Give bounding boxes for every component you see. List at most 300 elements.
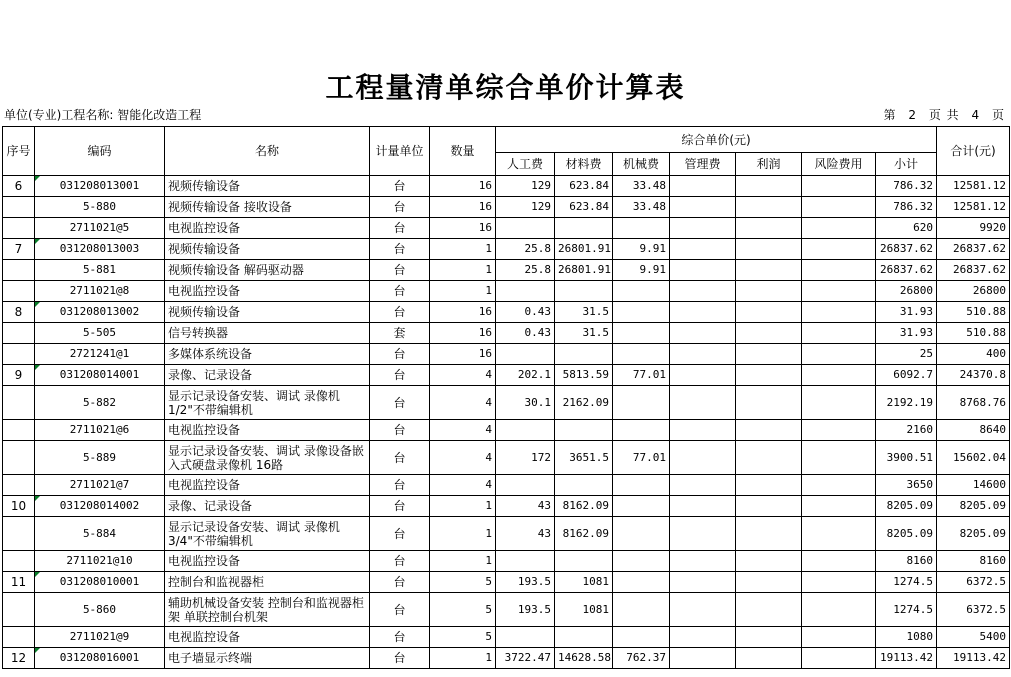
table-row xyxy=(3,365,1010,386)
cell-seq xyxy=(3,260,35,281)
cell-subtotal: 1080 xyxy=(876,627,937,648)
cell-material xyxy=(555,420,613,441)
cell-labor xyxy=(496,627,555,648)
table-row xyxy=(3,420,1010,441)
cell-seq xyxy=(3,344,35,365)
cell-total: 12581.12 xyxy=(937,197,1010,218)
cell-total: 6372.5 xyxy=(937,572,1010,593)
cell-machine xyxy=(613,593,670,627)
cell-code: 5-881 xyxy=(35,260,165,281)
cell-name: 录像、记录设备 xyxy=(165,365,370,386)
cell-qty: 16 xyxy=(430,197,496,218)
cell-qty: 16 xyxy=(430,176,496,197)
cell-profit xyxy=(736,648,802,669)
cell-material xyxy=(555,551,613,572)
cell-material xyxy=(555,344,613,365)
cell-code: 2711021@8 xyxy=(35,281,165,302)
cell-name: 显示记录设备安装、调试 录像设备嵌入式硬盘录像机 16路 xyxy=(165,441,370,475)
table-row xyxy=(3,572,1010,593)
cell-material: 26801.91 xyxy=(555,260,613,281)
cell-marker-icon xyxy=(35,302,40,307)
table-row xyxy=(3,218,1010,239)
cell-profit xyxy=(736,572,802,593)
cell-total: 6372.5 xyxy=(937,593,1010,627)
cell-qty: 16 xyxy=(430,344,496,365)
cell-unit: 台 xyxy=(370,260,430,281)
header-seq: 序号 xyxy=(3,127,35,176)
cell-profit xyxy=(736,281,802,302)
cell-material: 2162.09 xyxy=(555,386,613,420)
cell-subtotal: 3650 xyxy=(876,475,937,496)
cell-risk xyxy=(802,572,876,593)
cell-profit xyxy=(736,323,802,344)
table-row xyxy=(3,176,1010,197)
cell-material: 3651.5 xyxy=(555,441,613,475)
cell-seq: 6 xyxy=(3,176,35,197)
cell-machine: 77.01 xyxy=(613,441,670,475)
cell-code: 2711021@7 xyxy=(35,475,165,496)
cell-code: 5-889 xyxy=(35,441,165,475)
cell-risk xyxy=(802,365,876,386)
cell-code xyxy=(35,365,165,386)
cell-risk xyxy=(802,475,876,496)
cell-material: 8162.09 xyxy=(555,517,613,551)
cell-name: 显示记录设备安装、调试 录像机1/2"不带编辑机 xyxy=(165,386,370,420)
cell-qty: 5 xyxy=(430,572,496,593)
cell-unit: 台 xyxy=(370,218,430,239)
cell-name: 视频传输设备 xyxy=(165,176,370,197)
cell-marker-icon xyxy=(35,176,40,181)
cell-code-text: 031208010001 xyxy=(59,575,140,588)
cell-code-text: 031208016001 xyxy=(59,651,140,664)
cell-code: 5-880 xyxy=(35,197,165,218)
cell-code xyxy=(35,302,165,323)
cell-labor xyxy=(496,281,555,302)
cell-total: 510.88 xyxy=(937,323,1010,344)
table-row xyxy=(3,441,1010,475)
cell-profit xyxy=(736,441,802,475)
cell-total: 400 xyxy=(937,344,1010,365)
cell-risk xyxy=(802,551,876,572)
cell-labor: 129 xyxy=(496,176,555,197)
cell-code: 2711021@5 xyxy=(35,218,165,239)
header-profit: 利润 xyxy=(736,153,802,176)
header-machine: 机械费 xyxy=(613,153,670,176)
cell-code-text: 031208013002 xyxy=(59,305,140,318)
cell-unit: 台 xyxy=(370,239,430,260)
cell-management xyxy=(670,239,736,260)
cell-qty: 1 xyxy=(430,239,496,260)
cell-labor: 172 xyxy=(496,441,555,475)
cell-machine xyxy=(613,302,670,323)
cell-code-text: 031208013001 xyxy=(59,179,140,192)
cell-seq xyxy=(3,386,35,420)
cell-subtotal: 31.93 xyxy=(876,302,937,323)
cell-risk xyxy=(802,260,876,281)
table-row xyxy=(3,386,1010,420)
cell-risk xyxy=(802,323,876,344)
header-risk: 风险费用 xyxy=(802,153,876,176)
cell-labor xyxy=(496,420,555,441)
cell-seq: 11 xyxy=(3,572,35,593)
cell-labor: 193.5 xyxy=(496,593,555,627)
cell-risk xyxy=(802,218,876,239)
cell-qty: 4 xyxy=(430,420,496,441)
cell-risk xyxy=(802,239,876,260)
cell-profit xyxy=(736,517,802,551)
cell-name: 电视监控设备 xyxy=(165,627,370,648)
cell-management xyxy=(670,496,736,517)
page-title: 工程量清单综合单价计算表 xyxy=(325,71,686,104)
cell-subtotal: 8160 xyxy=(876,551,937,572)
cell-seq xyxy=(3,218,35,239)
table-row xyxy=(3,323,1010,344)
cell-qty: 1 xyxy=(430,281,496,302)
cell-management xyxy=(670,281,736,302)
cell-seq xyxy=(3,420,35,441)
cell-risk xyxy=(802,386,876,420)
cell-machine xyxy=(613,281,670,302)
cell-risk xyxy=(802,593,876,627)
cell-total: 510.88 xyxy=(937,302,1010,323)
cell-management xyxy=(670,302,736,323)
cell-seq: 8 xyxy=(3,302,35,323)
header-code: 编码 xyxy=(35,127,165,176)
cell-machine xyxy=(613,627,670,648)
cell-management xyxy=(670,517,736,551)
cell-risk xyxy=(802,420,876,441)
cell-unit: 台 xyxy=(370,517,430,551)
cell-qty: 16 xyxy=(430,218,496,239)
cell-seq xyxy=(3,281,35,302)
cell-total: 5400 xyxy=(937,627,1010,648)
cell-qty: 1 xyxy=(430,260,496,281)
cell-risk xyxy=(802,627,876,648)
cell-risk xyxy=(802,302,876,323)
cell-management xyxy=(670,260,736,281)
cell-machine xyxy=(613,496,670,517)
cell-subtotal: 31.93 xyxy=(876,323,937,344)
cell-total: 8640 xyxy=(937,420,1010,441)
cell-qty: 4 xyxy=(430,441,496,475)
cell-code: 5-884 xyxy=(35,517,165,551)
cell-management xyxy=(670,648,736,669)
header-name: 名称 xyxy=(165,127,370,176)
cell-subtotal: 1274.5 xyxy=(876,572,937,593)
cell-risk xyxy=(802,176,876,197)
cell-machine xyxy=(613,386,670,420)
cell-marker-icon xyxy=(35,648,40,653)
cell-profit xyxy=(736,302,802,323)
cell-profit xyxy=(736,420,802,441)
cell-material: 1081 xyxy=(555,572,613,593)
cell-machine: 9.91 xyxy=(613,260,670,281)
cell-profit xyxy=(736,218,802,239)
cell-marker-icon xyxy=(35,496,40,501)
cell-material: 8162.09 xyxy=(555,496,613,517)
cell-management xyxy=(670,386,736,420)
cell-unit: 台 xyxy=(370,176,430,197)
cell-qty: 16 xyxy=(430,323,496,344)
cell-seq xyxy=(3,475,35,496)
cell-labor: 43 xyxy=(496,496,555,517)
cell-material: 26801.91 xyxy=(555,239,613,260)
cell-material: 1081 xyxy=(555,593,613,627)
header-material: 材料费 xyxy=(555,153,613,176)
cell-machine: 762.37 xyxy=(613,648,670,669)
cell-profit xyxy=(736,176,802,197)
header-total: 合计(元) xyxy=(937,127,1010,176)
cell-profit xyxy=(736,386,802,420)
cell-qty: 1 xyxy=(430,551,496,572)
cell-qty: 4 xyxy=(430,386,496,420)
cell-code: 2711021@6 xyxy=(35,420,165,441)
cell-management xyxy=(670,420,736,441)
cell-profit xyxy=(736,239,802,260)
cell-management xyxy=(670,176,736,197)
table-row xyxy=(3,344,1010,365)
cell-name: 辅助机械设备安装 控制台和监视器柜架 单联控制台机架 xyxy=(165,593,370,627)
cell-code: 2711021@10 xyxy=(35,551,165,572)
cell-code: 5-882 xyxy=(35,386,165,420)
cell-management xyxy=(670,627,736,648)
cell-name: 电视监控设备 xyxy=(165,475,370,496)
table-row xyxy=(3,551,1010,572)
header-unit: 计量单位 xyxy=(370,127,430,176)
cell-machine xyxy=(613,517,670,551)
cell-name: 视频传输设备 xyxy=(165,239,370,260)
cell-unit: 台 xyxy=(370,593,430,627)
cell-name: 电视监控设备 xyxy=(165,281,370,302)
cell-labor xyxy=(496,475,555,496)
table-row xyxy=(3,239,1010,260)
cell-unit: 台 xyxy=(370,344,430,365)
cell-material: 5813.59 xyxy=(555,365,613,386)
cell-profit xyxy=(736,593,802,627)
table-row xyxy=(3,627,1010,648)
header-labor: 人工费 xyxy=(496,153,555,176)
cell-code xyxy=(35,239,165,260)
cell-material: 31.5 xyxy=(555,323,613,344)
cell-machine xyxy=(613,323,670,344)
cell-code: 5-505 xyxy=(35,323,165,344)
cell-management xyxy=(670,218,736,239)
cell-total: 8205.09 xyxy=(937,517,1010,551)
cell-seq: 10 xyxy=(3,496,35,517)
cell-material xyxy=(555,475,613,496)
header-unit-price-group: 综合单价(元) xyxy=(496,127,937,153)
cell-material: 31.5 xyxy=(555,302,613,323)
cell-subtotal: 6092.7 xyxy=(876,365,937,386)
cell-machine: 33.48 xyxy=(613,176,670,197)
cell-labor: 3722.47 xyxy=(496,648,555,669)
cell-material xyxy=(555,627,613,648)
cell-profit xyxy=(736,197,802,218)
cell-qty: 1 xyxy=(430,648,496,669)
page-current: 2 xyxy=(908,108,918,122)
cell-unit: 台 xyxy=(370,302,430,323)
cell-code: 2711021@9 xyxy=(35,627,165,648)
cell-qty: 1 xyxy=(430,496,496,517)
cell-management xyxy=(670,551,736,572)
cell-qty: 4 xyxy=(430,365,496,386)
table-row xyxy=(3,260,1010,281)
cell-name: 视频传输设备 接收设备 xyxy=(165,197,370,218)
cell-labor: 129 xyxy=(496,197,555,218)
cell-subtotal: 2160 xyxy=(876,420,937,441)
cell-total: 26837.62 xyxy=(937,260,1010,281)
table-row xyxy=(3,648,1010,669)
table-row xyxy=(3,302,1010,323)
cell-machine: 33.48 xyxy=(613,197,670,218)
cell-subtotal: 1274.5 xyxy=(876,593,937,627)
cell-machine xyxy=(613,218,670,239)
cell-name: 控制台和监视器柜 xyxy=(165,572,370,593)
cell-total: 26837.62 xyxy=(937,239,1010,260)
cell-machine xyxy=(613,420,670,441)
cell-total: 24370.8 xyxy=(937,365,1010,386)
cell-subtotal: 8205.09 xyxy=(876,517,937,551)
cell-name: 多媒体系统设备 xyxy=(165,344,370,365)
cell-marker-icon xyxy=(35,239,40,244)
cell-seq xyxy=(3,517,35,551)
cell-qty: 16 xyxy=(430,302,496,323)
cell-profit xyxy=(736,551,802,572)
table-row xyxy=(3,593,1010,627)
cell-code-text: 031208013003 xyxy=(59,242,140,255)
cell-subtotal: 26837.62 xyxy=(876,239,937,260)
cell-profit xyxy=(736,344,802,365)
cell-seq xyxy=(3,551,35,572)
cell-total: 8160 xyxy=(937,551,1010,572)
cell-unit: 台 xyxy=(370,572,430,593)
cell-total: 8768.76 xyxy=(937,386,1010,420)
cell-subtotal: 25 xyxy=(876,344,937,365)
table-row xyxy=(3,281,1010,302)
page-mid: 页 共 xyxy=(928,108,960,122)
cell-subtotal: 3900.51 xyxy=(876,441,937,475)
cell-seq: 12 xyxy=(3,648,35,669)
cell-code: 2721241@1 xyxy=(35,344,165,365)
cell-unit: 台 xyxy=(370,496,430,517)
cell-total: 9920 xyxy=(937,218,1010,239)
cell-name: 电视监控设备 xyxy=(165,420,370,441)
cell-total: 26800 xyxy=(937,281,1010,302)
cell-name: 电视监控设备 xyxy=(165,551,370,572)
cell-code: 5-860 xyxy=(35,593,165,627)
cell-management xyxy=(670,344,736,365)
cell-management xyxy=(670,475,736,496)
cell-seq xyxy=(3,197,35,218)
cell-seq xyxy=(3,627,35,648)
cell-seq: 9 xyxy=(3,365,35,386)
table-row xyxy=(3,197,1010,218)
cell-marker-icon xyxy=(35,572,40,577)
cell-risk xyxy=(802,344,876,365)
cell-name: 视频传输设备 解码驱动器 xyxy=(165,260,370,281)
cell-profit xyxy=(736,260,802,281)
cell-labor xyxy=(496,551,555,572)
cell-qty: 5 xyxy=(430,627,496,648)
table-row xyxy=(3,475,1010,496)
cell-total: 8205.09 xyxy=(937,496,1010,517)
cell-subtotal: 26837.62 xyxy=(876,260,937,281)
cell-risk xyxy=(802,648,876,669)
page-suffix: 页 xyxy=(991,108,1005,122)
cell-labor xyxy=(496,218,555,239)
cell-unit: 套 xyxy=(370,323,430,344)
cell-material xyxy=(555,281,613,302)
cell-name: 电视监控设备 xyxy=(165,218,370,239)
cell-machine xyxy=(613,344,670,365)
cell-unit: 台 xyxy=(370,281,430,302)
cell-profit xyxy=(736,475,802,496)
cell-code-text: 031208014002 xyxy=(59,499,140,512)
cell-machine xyxy=(613,551,670,572)
cell-management xyxy=(670,365,736,386)
cell-material: 623.84 xyxy=(555,176,613,197)
project-name-line: 单位(专业)工程名称: 智能化改造工程 xyxy=(4,108,202,122)
unit-price-table xyxy=(2,126,1010,669)
cell-management xyxy=(670,593,736,627)
cell-risk xyxy=(802,441,876,475)
cell-total: 15602.04 xyxy=(937,441,1010,475)
cell-subtotal: 620 xyxy=(876,218,937,239)
cell-machine xyxy=(613,475,670,496)
header-management: 管理费 xyxy=(670,153,736,176)
cell-labor: 43 xyxy=(496,517,555,551)
cell-total: 12581.12 xyxy=(937,176,1010,197)
cell-unit: 台 xyxy=(370,475,430,496)
cell-management xyxy=(670,197,736,218)
cell-seq xyxy=(3,323,35,344)
cell-unit: 台 xyxy=(370,441,430,475)
cell-code-text: 031208014001 xyxy=(59,368,140,381)
cell-name: 显示记录设备安装、调试 录像机3/4"不带编辑机 xyxy=(165,517,370,551)
cell-unit: 台 xyxy=(370,386,430,420)
cell-name: 录像、记录设备 xyxy=(165,496,370,517)
cell-name: 视频传输设备 xyxy=(165,302,370,323)
cell-labor: 0.43 xyxy=(496,323,555,344)
cell-material xyxy=(555,218,613,239)
cell-labor xyxy=(496,344,555,365)
cell-machine xyxy=(613,572,670,593)
cell-subtotal: 786.32 xyxy=(876,197,937,218)
cell-unit: 台 xyxy=(370,648,430,669)
cell-seq: 7 xyxy=(3,239,35,260)
cell-code xyxy=(35,648,165,669)
cell-machine: 77.01 xyxy=(613,365,670,386)
cell-total: 14600 xyxy=(937,475,1010,496)
cell-labor: 0.43 xyxy=(496,302,555,323)
table-row xyxy=(3,517,1010,551)
cell-unit: 台 xyxy=(370,420,430,441)
cell-subtotal: 786.32 xyxy=(876,176,937,197)
header-subtotal: 小计 xyxy=(876,153,937,176)
cell-name: 信号转换器 xyxy=(165,323,370,344)
cell-marker-icon xyxy=(35,365,40,370)
cell-labor: 30.1 xyxy=(496,386,555,420)
cell-risk xyxy=(802,517,876,551)
header-qty: 数量 xyxy=(430,127,496,176)
cell-material: 623.84 xyxy=(555,197,613,218)
cell-subtotal: 26800 xyxy=(876,281,937,302)
cell-labor: 193.5 xyxy=(496,572,555,593)
cell-code xyxy=(35,572,165,593)
cell-machine: 9.91 xyxy=(613,239,670,260)
cell-unit: 台 xyxy=(370,197,430,218)
table-row xyxy=(3,496,1010,517)
